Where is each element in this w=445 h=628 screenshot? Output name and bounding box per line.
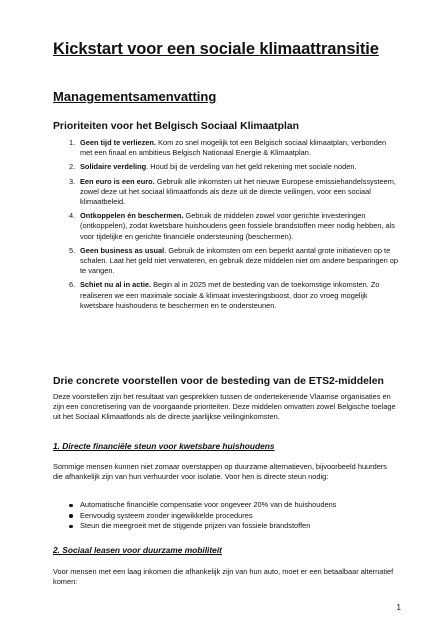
- bullet-text: Steun die meegroeit met de stijgende prijzen van fossiele brandstoffen: [80, 521, 311, 531]
- priority-item: [53, 138, 398, 158]
- priority-text: Kom zo snel mogelijk tot een Belgisch sociaal klimaatplan, verbonden met een finaal en ambitieus Belgisch Nationaal Energie & Klimaatplan.: [80, 138, 387, 158]
- priority-item: [53, 177, 398, 208]
- document-title: Kickstart voor een sociale klimaattransitie: [53, 40, 379, 58]
- priority-item: [53, 162, 398, 172]
- priority-lead: Solidaire verdeling: [80, 162, 147, 172]
- priorities-heading: Prioriteiten voor het Belgisch Sociaal Klimaatplan: [53, 121, 299, 132]
- proposals-intro: Deze voorstellen zijn het resultaat van gesprekken tussen de ondertekenende Vlaamse organisaties en zijn een concretisering van de voorgaande prioriteiten. Deze middelen omvatten zowel Belgische toelage uit het Sociaal Klimaatfonds als de directe jaarlijkse veilinginkomsten.: [53, 392, 396, 422]
- priorities-list: [53, 138, 398, 311]
- priority-lead: Geen business as usual: [80, 245, 165, 255]
- bullet-item: [53, 500, 398, 511]
- page-number: 1: [396, 603, 401, 612]
- priority-text: Gebruik alle inkomsten uit het nieuwe Europese emissiehandelssysteem, zowel deze uit het sociaal klimaatfonds als deze uit de directe veilingen, voor een sociaal klimaatbeleid.: [80, 176, 396, 207]
- proposal-2-heading: 2. Sociaal leasen voor duurzame mobiliteit: [53, 545, 222, 555]
- priority-text: Begin al in 2025 met de besteding van de toekomstige inkomsten. Zo realiseren we een maximale sociale & klimaat investeringsboost, door zo vroeg mogelijk kwetsbare huishoudens te beschermen en te ondersteunen.: [80, 280, 380, 310]
- priority-text: . Gebruik de inkomsten om een beperkt aantal grote initiatieven op te schalen. Laat het geld niet verwateren, en gebruik deze middelen niet om andere besparingen op te vangen.: [80, 245, 399, 276]
- proposals-heading: Drie concrete voorstellen voor de besteding van de ETS2-middelen: [53, 376, 384, 387]
- priority-item: [53, 211, 398, 242]
- bullet-item: [53, 511, 398, 522]
- priority-lead: Ontkoppelen én beschermen.: [80, 211, 184, 221]
- priority-item: [53, 246, 398, 277]
- bullet-text: Automatische financiële compensatie voor ongeveer 20% van de huishoudens: [80, 500, 337, 509]
- priority-number: 6.: [69, 280, 76, 290]
- priority-number: 1.: [69, 138, 76, 147]
- bullet-item: [53, 521, 398, 532]
- proposal-1-heading: 1. Directe financiële steun voor kwetsbare huishoudens: [53, 441, 275, 451]
- bullet-text: Eenvoudig systeem zonder ingewikkelde procedures: [80, 510, 253, 520]
- priority-number: 5.: [69, 245, 76, 255]
- priority-lead: Een euro is een euro.: [80, 176, 155, 186]
- priority-lead: Schiet nu al in actie.: [80, 280, 152, 290]
- priority-number: 2.: [69, 162, 76, 172]
- priority-lead: Geen tijd te verliezen.: [80, 138, 156, 147]
- priority-text: Gebruik de middelen zowel voor gerichte investeringen (ontkoppelen), zodat kwetsbare huishoudens geen fossiele brandstoffen meer nodig hebben, als voor tijdelijke en gerichte financiële ondersteuning (beschermen).: [80, 211, 396, 241]
- priority-number: 3.: [69, 176, 76, 186]
- bullet-dot-icon: [69, 525, 73, 529]
- proposal-1-bullets: [53, 500, 398, 532]
- proposal-1-text: Sommige mensen kunnen niet zomaar overstappen op duurzame alternatieven, bijvoorbeeld huurders die afhankelijk zijn van hun verhuurder voor isolatie. Voor hen is directe steun nodig:: [53, 462, 388, 482]
- bullet-dot-icon: [69, 514, 73, 518]
- priority-number: 4.: [69, 211, 76, 221]
- priority-text: . Houd bij de verdeling van het geld rekening met sociale noden.: [146, 162, 357, 172]
- section-heading: Managementsamenvatting: [53, 89, 217, 104]
- priority-item: [53, 280, 398, 311]
- bullet-dot-icon: [69, 504, 73, 508]
- proposal-2-text: Voor mensen met een laag inkomen die afhankelijk zijn van hun auto, moet er een betaalbaar alternatief komen:: [53, 567, 394, 587]
